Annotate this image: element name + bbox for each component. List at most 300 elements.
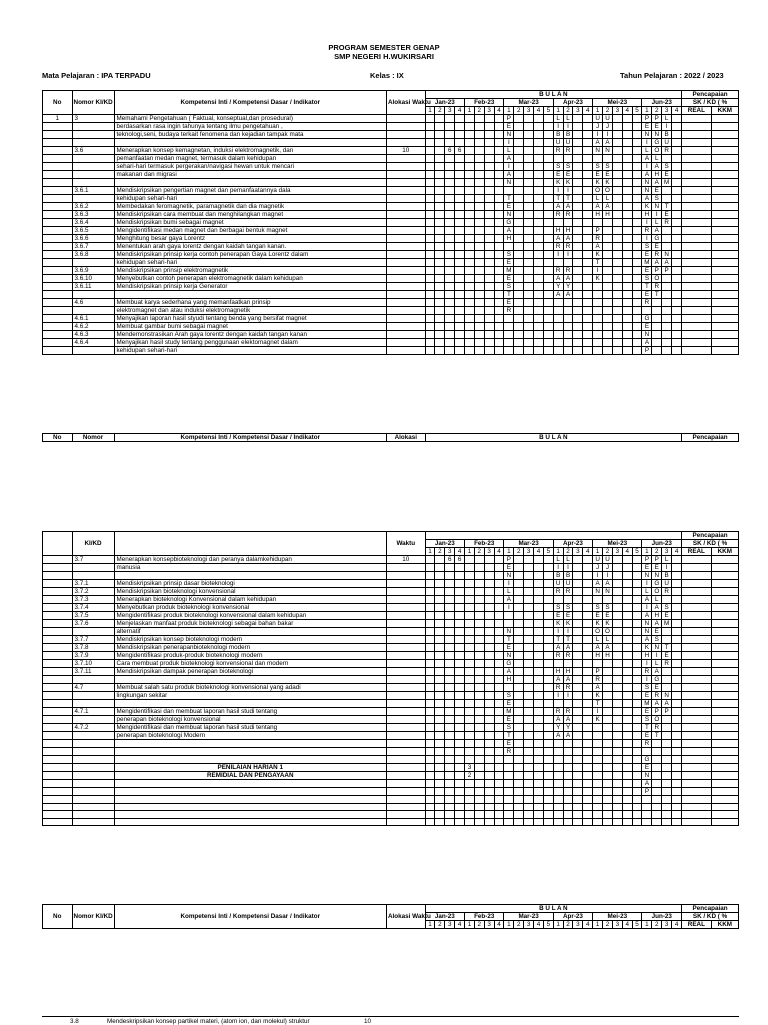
row-kkm	[711, 772, 738, 780]
week-cell-feb	[474, 620, 484, 628]
week-cell-mar	[534, 612, 544, 620]
row-alokasi	[386, 211, 425, 219]
table-row	[43, 716, 739, 724]
week-cell-apr	[583, 803, 593, 811]
row-kd-number: 4.6.4	[72, 339, 114, 347]
row-kd-number: 3.7.11	[72, 668, 114, 676]
week-cell-mar	[524, 772, 534, 780]
week-cell-mar	[534, 684, 544, 692]
row-alokasi	[386, 259, 425, 267]
week-number: 3	[445, 921, 455, 929]
week-cell-jan: 6	[455, 556, 465, 564]
row-kd-number: 3.7.5	[72, 612, 114, 620]
week-cell-jun	[662, 724, 672, 732]
week-cell-mar: T	[504, 291, 514, 299]
week-cell-mei	[612, 267, 622, 275]
row-kd-number: 3.6.6	[72, 235, 114, 243]
week-cell-feb	[474, 163, 484, 171]
week-cell-jun	[662, 668, 672, 676]
week-cell-apr	[583, 588, 593, 596]
week-cell-mar	[543, 803, 553, 811]
week-cell-jun: P	[652, 556, 662, 564]
week-cell-mei: O	[603, 187, 613, 195]
week-cell-mei: R	[593, 235, 603, 243]
week-cell-jan	[445, 764, 455, 772]
week-cell-mar	[524, 251, 534, 259]
row-no	[43, 267, 73, 275]
week-cell-mei	[632, 636, 642, 644]
week-cell-jun	[652, 339, 662, 347]
week-number: 3	[484, 107, 494, 115]
week-cell-mar	[543, 692, 553, 700]
row-alokasi	[386, 780, 425, 788]
week-cell-mar	[514, 811, 524, 819]
week-cell-feb	[465, 147, 475, 155]
week-cell-mar	[534, 179, 544, 187]
week-number: 4	[672, 107, 682, 115]
week-cell-jun: I	[642, 139, 652, 147]
week-cell-jun: L	[662, 115, 672, 123]
week-cell-jun: O	[652, 147, 662, 155]
week-cell-mei	[612, 628, 622, 636]
week-cell-mei: R	[593, 676, 603, 684]
week-cell-jan: 6	[455, 147, 465, 155]
week-cell-mei: N	[603, 147, 613, 155]
row-kd-number: 3.6.10	[72, 275, 114, 283]
week-cell-apr	[553, 818, 563, 826]
col-header-no: No	[43, 91, 73, 115]
week-cell-mar	[524, 243, 534, 251]
month-header-feb: Feb-23	[465, 913, 504, 921]
col-header-real: REAL	[682, 548, 712, 556]
week-cell-jun: R	[642, 740, 652, 748]
month-header-jan: Jan-23	[425, 540, 464, 548]
week-cell-jan	[435, 636, 445, 644]
week-cell-mar	[534, 131, 544, 139]
week-cell-feb	[494, 299, 504, 307]
col-header-kkm: KKM	[711, 107, 738, 115]
week-cell-mei	[603, 756, 613, 764]
week-cell-mar	[543, 596, 553, 604]
semester-program-table-2	[42, 531, 739, 826]
week-cell-mei	[612, 748, 622, 756]
table-row	[43, 219, 739, 227]
week-cell-mar	[534, 748, 544, 756]
week-cell-jan	[445, 564, 455, 572]
week-cell-mar	[504, 684, 514, 692]
week-cell-jan	[455, 227, 465, 235]
week-cell-mar	[524, 652, 534, 660]
week-cell-feb	[484, 347, 494, 355]
week-cell-mar	[534, 339, 544, 347]
row-no	[43, 235, 73, 243]
week-cell-apr	[573, 227, 583, 235]
week-cell-feb	[474, 772, 484, 780]
row-alokasi	[386, 772, 425, 780]
week-cell-jun: M	[662, 179, 672, 187]
week-cell-feb	[494, 596, 504, 604]
week-cell-apr	[573, 692, 583, 700]
week-cell-apr	[563, 780, 573, 788]
week-cell-jun	[662, 796, 672, 804]
week-cell-jan	[455, 307, 465, 315]
week-cell-jun: A	[652, 227, 662, 235]
week-cell-apr	[583, 716, 593, 724]
row-alokasi	[386, 187, 425, 195]
week-cell-mar: S	[504, 724, 514, 732]
week-cell-feb	[474, 139, 484, 147]
week-cell-feb	[465, 644, 475, 652]
week-cell-jun	[662, 811, 672, 819]
week-cell-jun	[672, 628, 682, 636]
week-cell-mei	[632, 187, 642, 195]
week-cell-jun	[652, 331, 662, 339]
week-cell-jun: T	[652, 291, 662, 299]
week-cell-mar	[514, 323, 524, 331]
week-cell-mar: M	[504, 708, 514, 716]
week-cell-jun: E	[642, 708, 652, 716]
week-cell-apr: R	[553, 684, 563, 692]
week-cell-mar	[524, 131, 534, 139]
week-cell-feb	[474, 596, 484, 604]
week-cell-mar	[524, 636, 534, 644]
row-real	[682, 219, 712, 227]
week-cell-jan	[455, 740, 465, 748]
row-kd-number: 3.6.7	[72, 243, 114, 251]
week-cell-mar	[524, 556, 534, 564]
week-cell-mei	[612, 139, 622, 147]
row-alokasi	[386, 203, 425, 211]
week-cell-jun: N	[662, 692, 672, 700]
row-kd-description	[114, 291, 386, 299]
week-cell-feb	[465, 275, 475, 283]
row-real	[682, 772, 712, 780]
row-kkm	[711, 243, 738, 251]
week-cell-mar	[543, 187, 553, 195]
row-alokasi	[386, 612, 425, 620]
row-no	[43, 684, 73, 692]
table-row	[43, 612, 739, 620]
week-cell-jun: K	[642, 203, 652, 211]
week-number: 4	[622, 107, 632, 115]
row-kkm	[711, 299, 738, 307]
week-cell-feb	[494, 347, 504, 355]
week-cell-feb	[474, 628, 484, 636]
week-cell-jun	[662, 187, 672, 195]
week-cell-mar	[524, 788, 534, 796]
week-cell-apr	[563, 700, 573, 708]
row-kd-description: Menerapkan konsep kemagnetan, induksi elektromagnetik, dan	[114, 147, 386, 155]
week-cell-mar: P	[504, 115, 514, 123]
week-cell-jun: S	[652, 636, 662, 644]
week-cell-jun	[652, 818, 662, 826]
table-row	[43, 339, 739, 347]
week-cell-mei: I	[603, 572, 613, 580]
week-cell-jan	[435, 756, 445, 764]
week-cell-apr	[563, 660, 573, 668]
week-cell-jan	[455, 620, 465, 628]
week-cell-mei: K	[593, 716, 603, 724]
week-cell-mar	[524, 612, 534, 620]
week-cell-mei	[622, 347, 632, 355]
week-cell-mei	[632, 803, 642, 811]
week-cell-jan	[455, 331, 465, 339]
week-cell-apr: E	[563, 612, 573, 620]
week-cell-apr	[583, 203, 593, 211]
col-header-nomor: Nomor KI/KD	[72, 905, 114, 929]
table-row	[43, 724, 739, 732]
week-cell-jan	[425, 115, 435, 123]
week-cell-jan	[435, 556, 445, 564]
week-cell-mar	[524, 756, 534, 764]
week-cell-mar: I	[504, 139, 514, 147]
week-cell-jun	[672, 291, 682, 299]
week-cell-mei	[603, 267, 613, 275]
row-alokasi	[386, 684, 425, 692]
week-cell-mar	[514, 803, 524, 811]
week-cell-jan	[445, 347, 455, 355]
week-cell-apr	[573, 612, 583, 620]
week-cell-feb	[465, 283, 475, 291]
table-row	[43, 131, 739, 139]
week-cell-mei	[593, 740, 603, 748]
week-cell-mei: I	[593, 267, 603, 275]
week-cell-mar	[543, 732, 553, 740]
week-cell-mei	[603, 700, 613, 708]
week-cell-jun: E	[642, 267, 652, 275]
week-cell-jan	[435, 668, 445, 676]
week-cell-mei	[632, 171, 642, 179]
week-cell-jan	[445, 283, 455, 291]
week-cell-mar: A	[504, 668, 514, 676]
week-cell-apr: R	[553, 652, 563, 660]
week-cell-jun	[672, 203, 682, 211]
week-cell-feb	[484, 339, 494, 347]
row-kkm	[711, 803, 738, 811]
week-cell-mei	[622, 796, 632, 804]
week-cell-apr: L	[553, 115, 563, 123]
week-cell-jan	[435, 772, 445, 780]
table-row	[43, 283, 739, 291]
week-cell-jan	[425, 716, 435, 724]
week-cell-mei	[603, 708, 613, 716]
week-cell-mar: T	[504, 195, 514, 203]
col-header-nomor: Nomor KI/KD	[72, 91, 114, 115]
week-cell-feb	[474, 668, 484, 676]
week-cell-mar: A	[504, 596, 514, 604]
week-cell-mar	[514, 556, 524, 564]
week-cell-apr	[563, 331, 573, 339]
week-cell-jan	[445, 716, 455, 724]
week-cell-feb	[465, 612, 475, 620]
week-cell-mar	[534, 756, 544, 764]
week-cell-apr: T	[553, 636, 563, 644]
week-cell-feb	[465, 811, 475, 819]
week-cell-jan	[455, 596, 465, 604]
week-cell-mei: I	[593, 572, 603, 580]
table-row	[43, 803, 739, 811]
week-cell-jan	[425, 195, 435, 203]
row-alokasi	[386, 708, 425, 716]
week-cell-mei	[632, 612, 642, 620]
week-cell-jan	[425, 612, 435, 620]
week-cell-mei: O	[593, 628, 603, 636]
week-cell-mei	[612, 307, 622, 315]
week-cell-mei	[632, 596, 642, 604]
week-cell-mar	[514, 588, 524, 596]
week-cell-mar: P	[504, 556, 514, 564]
week-number: 4	[583, 107, 593, 115]
week-cell-mei	[622, 267, 632, 275]
week-number: 5	[543, 107, 553, 115]
week-number: 2	[652, 548, 662, 556]
week-cell-mar	[543, 580, 553, 588]
row-no	[43, 187, 73, 195]
week-cell-jan	[425, 147, 435, 155]
week-cell-apr	[583, 291, 593, 299]
week-cell-feb	[484, 243, 494, 251]
week-cell-mar	[514, 772, 524, 780]
week-cell-mar	[543, 748, 553, 756]
week-cell-mei	[603, 716, 613, 724]
week-cell-mei	[632, 203, 642, 211]
week-cell-apr	[563, 803, 573, 811]
week-cell-mar: E	[504, 123, 514, 131]
week-cell-mar	[514, 339, 524, 347]
week-cell-jun	[672, 684, 682, 692]
week-cell-apr	[583, 259, 593, 267]
week-number: 3	[662, 548, 672, 556]
week-cell-feb	[465, 796, 475, 804]
week-cell-mei	[622, 339, 632, 347]
week-cell-jan	[435, 179, 445, 187]
week-cell-mei: H	[603, 211, 613, 219]
week-cell-feb	[484, 195, 494, 203]
week-cell-feb	[494, 811, 504, 819]
row-kd-description: Mengidentifikasi dan membuat laporan hasil studi tentang	[114, 708, 386, 716]
week-cell-mar	[543, 115, 553, 123]
week-cell-jun	[672, 740, 682, 748]
week-cell-mei: O	[603, 628, 613, 636]
week-cell-jun: K	[642, 644, 652, 652]
row-kd-description: REMIDIAL DAN PENGAYAAN	[114, 772, 386, 780]
week-cell-apr: A	[563, 235, 573, 243]
week-cell-jun	[672, 331, 682, 339]
table-row	[43, 115, 739, 123]
week-cell-mei	[622, 668, 632, 676]
week-cell-jun: T	[652, 732, 662, 740]
week-cell-jan	[445, 756, 455, 764]
week-cell-mar: L	[504, 588, 514, 596]
week-cell-mei	[593, 299, 603, 307]
week-cell-feb	[494, 780, 504, 788]
week-cell-apr: I	[563, 628, 573, 636]
week-cell-mei	[603, 315, 613, 323]
week-cell-jun	[672, 572, 682, 580]
week-cell-jun	[672, 596, 682, 604]
week-cell-mei	[612, 243, 622, 251]
row-kd-description: Mendiskripsikan cara membuat dan menghilangkan magnet	[114, 211, 386, 219]
week-cell-jun	[642, 307, 652, 315]
row-kd-number	[72, 772, 114, 780]
week-cell-mei: U	[603, 115, 613, 123]
row-kkm	[711, 211, 738, 219]
week-cell-feb	[484, 163, 494, 171]
col-header-alokasi: Waktu	[386, 532, 425, 556]
week-cell-mar	[534, 195, 544, 203]
row-kkm	[711, 780, 738, 788]
row-kkm	[711, 756, 738, 764]
week-cell-jan	[455, 195, 465, 203]
week-cell-feb	[494, 155, 504, 163]
week-cell-mei	[622, 155, 632, 163]
week-cell-jan	[435, 203, 445, 211]
week-cell-jan	[445, 748, 455, 756]
week-cell-apr	[573, 259, 583, 267]
row-kd-description	[114, 796, 386, 804]
week-cell-jan	[445, 259, 455, 267]
week-cell-mei	[622, 275, 632, 283]
week-cell-apr: H	[553, 668, 563, 676]
week-cell-feb	[484, 796, 494, 804]
week-cell-feb	[484, 275, 494, 283]
week-cell-mar	[543, 195, 553, 203]
week-cell-jan	[425, 588, 435, 596]
week-cell-mei	[622, 299, 632, 307]
row-kd-number: 3.7.3	[72, 596, 114, 604]
week-cell-jan	[425, 660, 435, 668]
week-cell-mar	[543, 139, 553, 147]
week-cell-feb	[484, 131, 494, 139]
week-cell-jun: E	[652, 684, 662, 692]
week-cell-apr: A	[563, 203, 573, 211]
row-kd-number	[72, 564, 114, 572]
week-cell-mei	[612, 764, 622, 772]
week-cell-jun	[662, 227, 672, 235]
col-header-kompetensi: Kompetensi Inti / Kompetensi Dasar / Indikator	[114, 91, 386, 115]
week-cell-mei	[632, 708, 642, 716]
row-kd-number	[72, 259, 114, 267]
week-cell-apr	[583, 668, 593, 676]
week-cell-jun: I	[662, 564, 672, 572]
week-cell-apr	[583, 299, 593, 307]
week-cell-mei	[612, 219, 622, 227]
row-alokasi	[386, 740, 425, 748]
week-cell-jun: I	[662, 123, 672, 131]
table-row	[43, 780, 739, 788]
week-cell-mar	[524, 307, 534, 315]
week-cell-jan	[425, 644, 435, 652]
week-cell-feb	[494, 315, 504, 323]
week-cell-feb	[465, 163, 475, 171]
week-number: 3	[445, 107, 455, 115]
week-cell-feb	[465, 219, 475, 227]
week-cell-apr	[583, 219, 593, 227]
row-kd-number: 3.7.2	[72, 588, 114, 596]
week-cell-jun	[652, 307, 662, 315]
week-number: 4	[494, 548, 504, 556]
week-cell-mei: A	[593, 243, 603, 251]
week-cell-feb	[465, 267, 475, 275]
week-cell-mar	[534, 347, 544, 355]
row-kkm	[711, 187, 738, 195]
week-cell-jan	[435, 195, 445, 203]
week-cell-feb	[484, 291, 494, 299]
week-cell-mei	[622, 764, 632, 772]
week-cell-mei	[632, 716, 642, 724]
week-cell-mei	[632, 275, 642, 283]
week-cell-mar	[543, 660, 553, 668]
